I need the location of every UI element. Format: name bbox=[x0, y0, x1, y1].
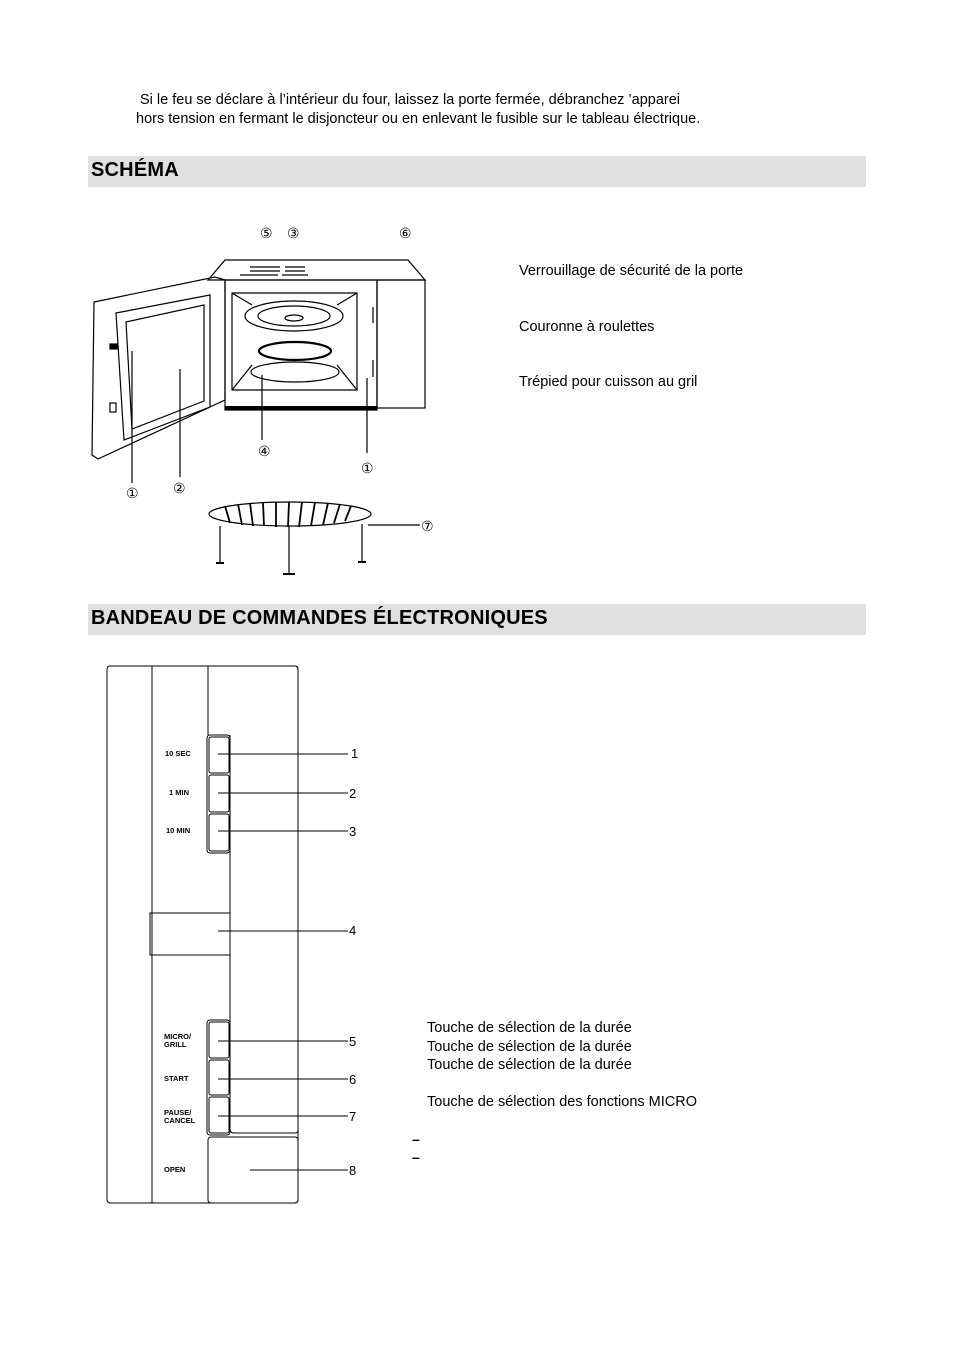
panel-number-5: 5 bbox=[349, 1034, 357, 1049]
control-panel-diagram bbox=[100, 660, 370, 1210]
panel-legend-2: Touche de sélection de la durée bbox=[427, 1039, 632, 1055]
oven-top bbox=[208, 260, 425, 280]
button-10min-label: 10 MIN bbox=[166, 826, 191, 835]
intro-line-2: hors tension en fermant le disjoncteur ou en enlevant le fusible sur le tableau électrique. bbox=[136, 111, 701, 127]
display-outline bbox=[150, 913, 230, 955]
button-pause-label-2: CANCEL bbox=[164, 1116, 196, 1125]
callout-6: ⑥ bbox=[399, 225, 412, 241]
panel-legend-4: Touche de sélection des fonctions MICRO bbox=[427, 1094, 697, 1110]
panel-dash-2: – bbox=[412, 1149, 420, 1165]
roller-ring bbox=[259, 342, 331, 360]
callout-4: ④ bbox=[258, 443, 271, 459]
callout-5: ⑤ bbox=[260, 225, 273, 241]
schema-legend-2: Couronne à roulettes bbox=[519, 319, 655, 335]
button-pause-outline bbox=[209, 1097, 229, 1133]
schema-legend-1: Verrouillage de sécurité de la porte bbox=[519, 263, 744, 279]
button-1min-label: 1 MIN bbox=[169, 788, 190, 797]
section-header-controls bbox=[88, 604, 866, 635]
oven-diagram bbox=[80, 215, 460, 585]
panel-number-1: 1 bbox=[351, 746, 359, 761]
panel-number-7: 7 bbox=[349, 1109, 357, 1124]
button-10sec-outline bbox=[209, 737, 229, 773]
button-start-outline bbox=[209, 1060, 229, 1095]
button-10min-outline bbox=[209, 814, 229, 851]
schema-legend-3: Trépied pour cuisson au gril bbox=[519, 374, 698, 390]
trivet-top bbox=[209, 502, 371, 526]
panel-number-2: 2 bbox=[349, 786, 357, 801]
callout-7: ⑦ bbox=[421, 518, 434, 534]
panel-legend-1: Touche de sélection de la durée bbox=[427, 1020, 632, 1036]
button-micro-outline bbox=[209, 1022, 229, 1058]
button-pause-label-1: PAUSE/ bbox=[164, 1108, 192, 1117]
callout-1-left: ① bbox=[126, 485, 139, 501]
intro-paragraph bbox=[136, 91, 700, 129]
control-panel-side bbox=[377, 280, 425, 408]
section-title-controls: BANDEAU DE COMMANDES ÉLECTRONIQUES bbox=[91, 607, 548, 629]
panel-outline bbox=[107, 666, 298, 1203]
button-open-label: OPEN bbox=[164, 1165, 186, 1174]
callout-2: ② bbox=[173, 480, 186, 496]
panel-number-8: 8 bbox=[349, 1163, 357, 1178]
panel-number-3: 3 bbox=[349, 824, 357, 839]
callout-1-right: ① bbox=[361, 460, 374, 476]
button-start-label: START bbox=[164, 1074, 189, 1083]
panel-legend-3: Touche de sélection de la durée bbox=[427, 1057, 632, 1073]
panel-number-4: 4 bbox=[349, 923, 357, 938]
button-micro-label-1: MICRO/ bbox=[164, 1032, 192, 1041]
panel-dash-1: – bbox=[412, 1131, 420, 1147]
callout-3: ③ bbox=[287, 225, 300, 241]
section-title-schema: SCHÉMA bbox=[91, 159, 179, 181]
door-window bbox=[126, 305, 204, 429]
panel-number-6: 6 bbox=[349, 1072, 357, 1087]
section-header-schema bbox=[88, 156, 866, 187]
button-micro-label-2: GRILL bbox=[164, 1040, 187, 1049]
intro-line-1: Si le feu se déclare à l’intérieur du four, laissez la porte fermée, débranchez ’apparei bbox=[140, 92, 681, 108]
button-10sec-label: 10 SEC bbox=[165, 749, 191, 758]
